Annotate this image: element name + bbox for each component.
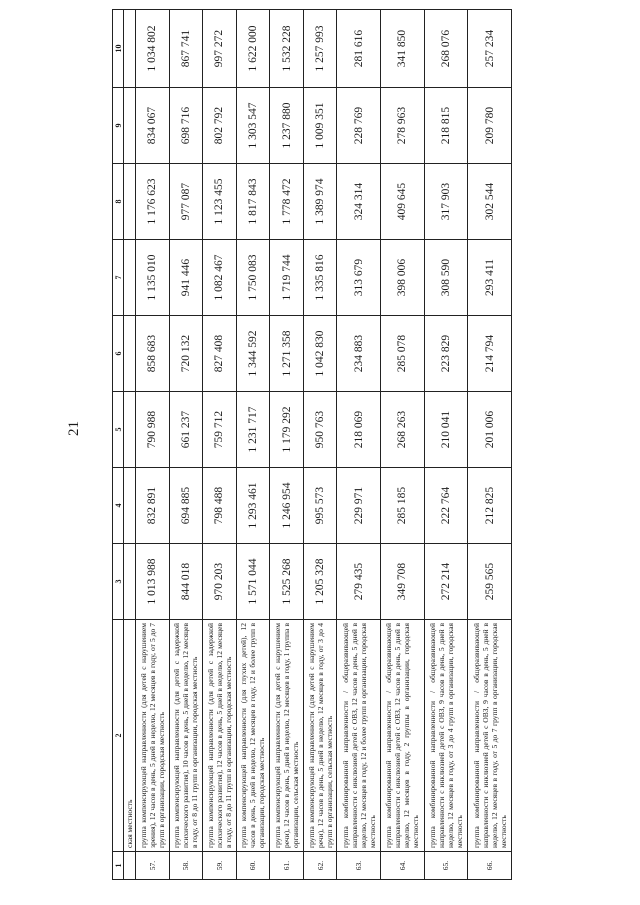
cost-value: 1 179 292: [270, 392, 304, 468]
cost-value: 341 850: [381, 10, 425, 88]
cost-value: 324 314: [337, 164, 381, 240]
cost-value: 272 214: [424, 544, 468, 620]
column-header: 9: [113, 88, 124, 164]
cost-value: 218 069: [337, 392, 381, 468]
cost-value: 313 679: [337, 240, 381, 316]
column-header: 8: [113, 164, 124, 240]
cost-value: 279 435: [337, 544, 381, 620]
row-number: 59.: [203, 852, 237, 880]
cost-value: 281 616: [337, 10, 381, 88]
row-description: группа компенсирующей направленности (для детей с нарушением речи), 12 часов в день, 5 дней в неделю, 12 месяцев в году, от 3 до 4 групп в организации, сельская местность: [303, 620, 337, 852]
cost-value: 1 303 547: [236, 88, 270, 164]
row-description: группа компенсирующей направленности (для детей с нарушением зрения), 12 часов в день, 5 дней в неделю, 12 месяцев в году, от 5 до 7 групп в организации, городская местность: [136, 620, 170, 852]
column-header: 6: [113, 316, 124, 392]
cost-value: 222 764: [424, 468, 468, 544]
cost-value: 1 335 816: [303, 240, 337, 316]
cost-value: 1 246 954: [270, 468, 304, 544]
cost-value: 834 067: [136, 88, 170, 164]
cost-value: 293 411: [468, 240, 512, 316]
row-number: 62.: [303, 852, 337, 880]
rotated-table-wrapper: [112, 10, 512, 880]
row-description: группа компенсирующей направленности (для детей с задержкой психического развития), 12 часов в день, 5 дней в неделю, 12 месяцев в году, от 8 до 11 групп в организации, городская местность: [203, 620, 237, 852]
row-number: 65.: [424, 852, 468, 880]
row-description: группа комбинированной направленности / общеразвивающей направленности с инклюзией детей с ОВЗ, 12 часов в день, 5 дней в неделю, 12 месяцев в году, 12 и более групп в организации, городская местность: [337, 620, 381, 852]
table-row: [203, 10, 237, 880]
cost-value: 308 590: [424, 240, 468, 316]
cost-value: 661 237: [169, 392, 203, 468]
row-number: 57.: [136, 852, 170, 880]
cost-value: 950 763: [303, 392, 337, 468]
cost-value: 827 408: [203, 316, 237, 392]
column-header: 2: [113, 620, 124, 852]
cost-value: 1 389 974: [303, 164, 337, 240]
cost-value: 409 645: [381, 164, 425, 240]
cost-value: 720 132: [169, 316, 203, 392]
cost-value: 694 885: [169, 468, 203, 544]
cost-value: 285 078: [381, 316, 425, 392]
cost-value: 1 778 472: [270, 164, 304, 240]
cost-value: 212 825: [468, 468, 512, 544]
row-description: группа комбинированной направленности / общеразвивающей направленности с инклюзией детей с ОВЗ, 12 часов в день, 5 дней в неделю, 12 месяцев в году, 2 группы в организации, городская местность: [381, 620, 425, 852]
cost-value: 858 683: [136, 316, 170, 392]
column-header: 7: [113, 240, 124, 316]
cost-value: 1 571 044: [236, 544, 270, 620]
table-row: [303, 10, 337, 880]
table-row: [337, 10, 381, 880]
cost-value: 1 344 592: [236, 316, 270, 392]
cost-value: 1 135 010: [136, 240, 170, 316]
cost-value: 1 622 000: [236, 10, 270, 88]
continuation-row: [124, 10, 136, 880]
table-row: [136, 10, 170, 880]
cost-value: 995 573: [303, 468, 337, 544]
row-description: группа комбинированной направленности / общеразвивающей направленности с инклюзией детей с ОВЗ, 9 часов в день, 5 дней в неделю, 12 месяцев в году, от 5 до 7 групп в организации, городская местность: [468, 620, 512, 852]
cost-value: 1 042 830: [303, 316, 337, 392]
cost-value: 759 712: [203, 392, 237, 468]
table-row: [468, 10, 512, 880]
cost-value: 970 203: [203, 544, 237, 620]
row-description: группа комбинированной направленности / общеразвивающей направленности с инклюзией детей с ОВЗ, 9 часов в день, 5 дней в неделю, 12 месяцев в году, от 3 до 4 групп в организации, городская местность: [424, 620, 468, 852]
row-number: 58.: [169, 852, 203, 880]
cost-value: 223 829: [424, 316, 468, 392]
cost-value: 234 883: [337, 316, 381, 392]
cost-value: 1 719 744: [270, 240, 304, 316]
cost-value: 941 446: [169, 240, 203, 316]
cost-value: 1 293 461: [236, 468, 270, 544]
cost-value: 285 185: [381, 468, 425, 544]
row-number: 63.: [337, 852, 381, 880]
row-description: группа компенсирующей направленности (для детей с задержкой психического развития), 10 часов в день, 5 дней в неделю, 12 месяцев в году, от 8 до 11 групп в организации, городская местность: [169, 620, 203, 852]
cost-value: 802 792: [203, 88, 237, 164]
cost-value: 1 009 351: [303, 88, 337, 164]
cost-value: 1 231 717: [236, 392, 270, 468]
cost-value: 977 087: [169, 164, 203, 240]
column-header: 10: [113, 10, 124, 88]
cost-value: 832 891: [136, 468, 170, 544]
row-description: группа компенсирующей направленности (для глухих детей), 12 часов в день, 5 дней в неделю, 12 месяцев в году, 12 и более групп в организации, городская местность: [236, 620, 270, 852]
table-row: [169, 10, 203, 880]
cost-value: 1 750 083: [236, 240, 270, 316]
column-header: 1: [113, 852, 124, 880]
header-row: [113, 10, 124, 880]
cost-value: 1 817 843: [236, 164, 270, 240]
row-number: 64.: [381, 852, 425, 880]
cost-value: 1 176 623: [136, 164, 170, 240]
cost-value: 201 006: [468, 392, 512, 468]
cost-value: 317 903: [424, 164, 468, 240]
continuation-text: ская местность: [124, 620, 136, 852]
cost-value: 997 272: [203, 10, 237, 88]
page-number: 21: [66, 421, 82, 436]
table-row: [424, 10, 468, 880]
row-number: 60.: [236, 852, 270, 880]
cost-value: 867 741: [169, 10, 203, 88]
table-row: [236, 10, 270, 880]
cost-value: 398 006: [381, 240, 425, 316]
table-row: [381, 10, 425, 880]
row-description: группа компенсирующей направленности (для детей с нарушением речи), 12 часов в день, 5 дней в неделю, 12 месяцев в году, 1 группа в организации, сельская местность: [270, 620, 304, 852]
cost-value: 798 488: [203, 468, 237, 544]
row-number: 66.: [468, 852, 512, 880]
cost-value: 844 018: [169, 544, 203, 620]
cost-table: [112, 9, 512, 880]
cost-value: 229 971: [337, 468, 381, 544]
row-number: 61.: [270, 852, 304, 880]
cost-value: 1 205 328: [303, 544, 337, 620]
cost-value: 1 271 358: [270, 316, 304, 392]
cost-value: 1 532 228: [270, 10, 304, 88]
cost-value: 259 565: [468, 544, 512, 620]
column-header: 4: [113, 468, 124, 544]
cost-value: 1 237 880: [270, 88, 304, 164]
cost-value: 1 082 467: [203, 240, 237, 316]
cost-value: 209 780: [468, 88, 512, 164]
cost-value: 1 257 993: [303, 10, 337, 88]
cost-value: 698 716: [169, 88, 203, 164]
table-row: [270, 10, 304, 880]
cost-value: 1 013 988: [136, 544, 170, 620]
cost-value: 214 794: [468, 316, 512, 392]
cost-value: 210 041: [424, 392, 468, 468]
cost-value: 1 123 455: [203, 164, 237, 240]
cost-value: 268 076: [424, 10, 468, 88]
cost-value: 1 034 802: [136, 10, 170, 88]
cost-value: 278 963: [381, 88, 425, 164]
cost-value: 218 815: [424, 88, 468, 164]
cost-value: 268 263: [381, 392, 425, 468]
cost-value: 257 234: [468, 10, 512, 88]
cost-value: 790 988: [136, 392, 170, 468]
cost-value: 302 544: [468, 164, 512, 240]
cost-value: 349 708: [381, 544, 425, 620]
cost-value: 228 769: [337, 88, 381, 164]
column-header: 5: [113, 392, 124, 468]
column-header: 3: [113, 544, 124, 620]
cost-value: 1 525 268: [270, 544, 304, 620]
